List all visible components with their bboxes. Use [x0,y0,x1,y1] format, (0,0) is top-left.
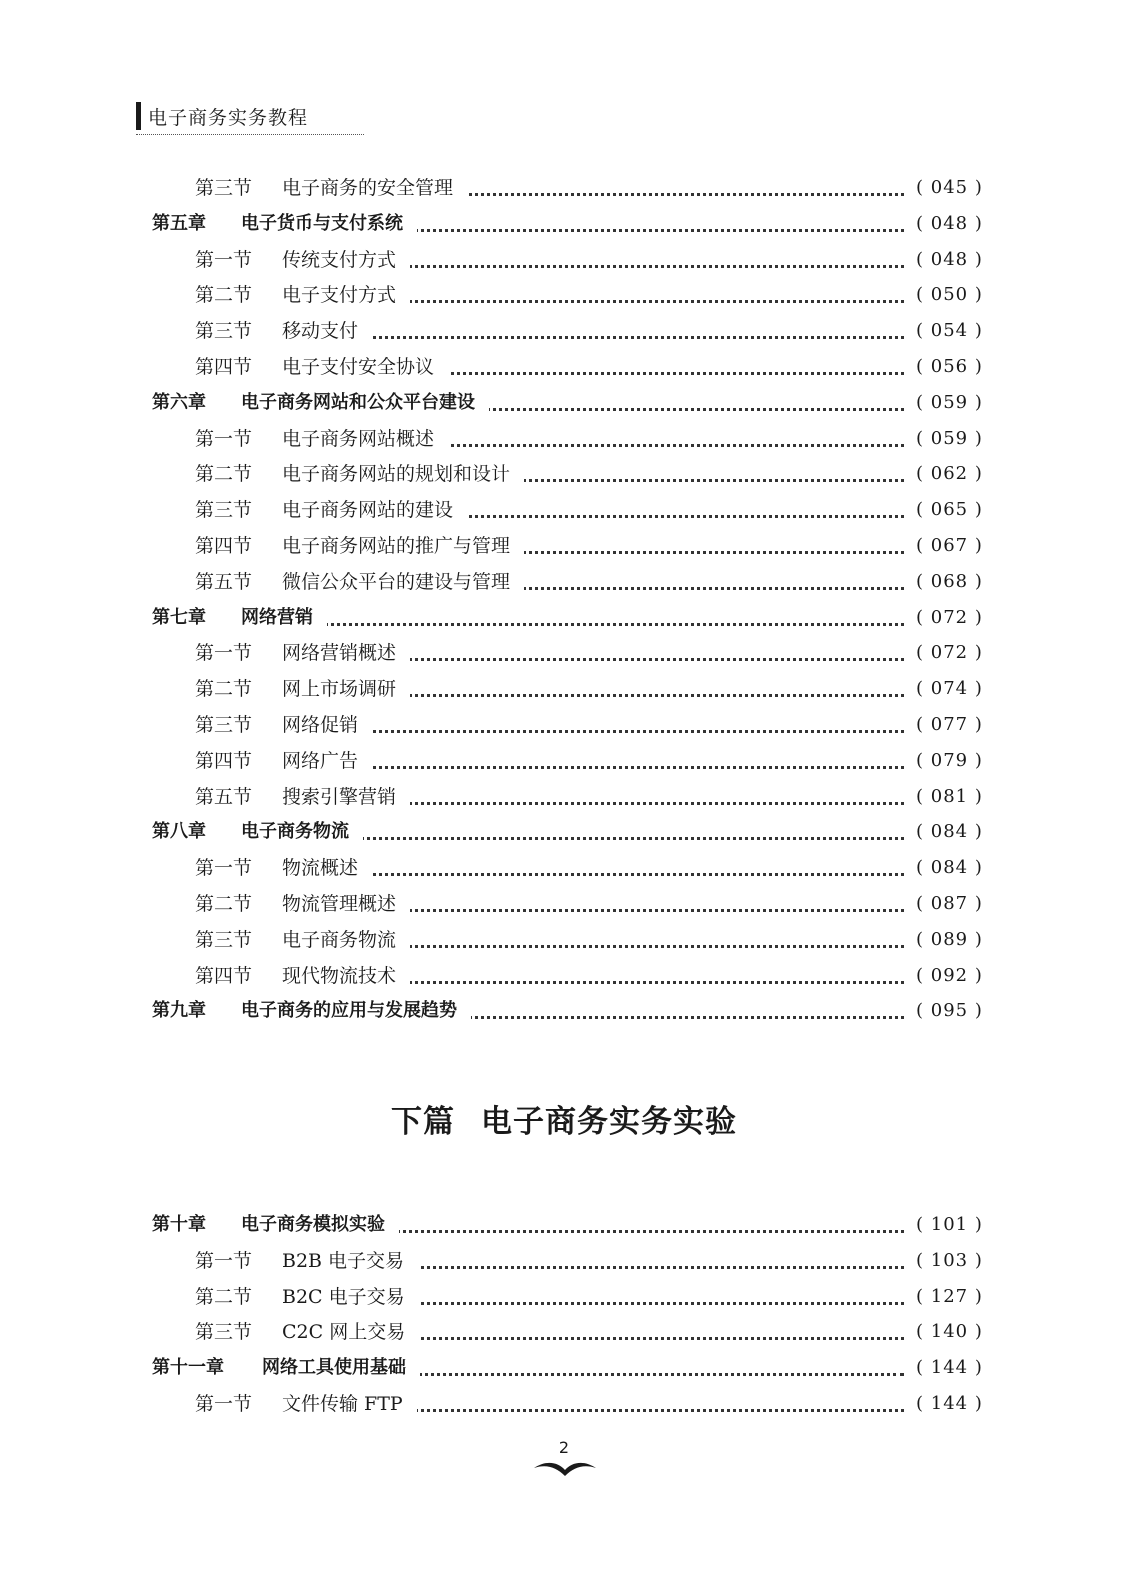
section-title: 网络营销概述 [282,635,410,671]
page-ref: ( 077 ) [916,714,983,735]
page-ref: ( 065 ) [916,499,983,521]
section-title: B2B 电子交易 [282,1243,418,1279]
section-number: 第四节 [195,535,253,557]
section-number: 第二节 [195,1285,253,1308]
part-heading [0,1096,1128,1141]
section-number: 第三节 [195,714,253,736]
toc-section-row [0,313,1128,349]
page-ref: ( 087 ) [916,893,983,914]
toc-section-row [0,671,1128,707]
toc-section-row [0,1243,1128,1279]
section-title: 物流管理概述 [282,886,410,922]
page-ref: ( 074 ) [916,678,983,700]
toc-section-row [0,1314,1128,1350]
chapter-title: 电子商务网站和公众平台建设 [241,385,489,421]
page-ref: ( 050 ) [916,284,983,306]
page-ref: ( 072 ) [916,642,983,664]
section-number: 第三节 [195,320,253,343]
section-title: 物流概述 [282,850,372,886]
page-ref: ( 048 ) [916,248,983,270]
section-title: 微信公众平台的建设与管理 [282,564,524,600]
chapter-title: 电子商务物流 [241,814,363,850]
toc-chapter-row [0,385,1128,421]
page-ref: ( 081 ) [916,785,983,807]
section-number: 第三节 [195,499,253,522]
leader-dots [282,766,904,769]
section-title: 网上市场调研 [282,671,410,707]
running-head [136,100,364,135]
page-ref: ( 045 ) [916,177,983,198]
section-title: 电子商务的安全管理 [282,170,467,206]
section-title: 电子商务物流 [282,922,410,958]
page-ref: ( 062 ) [916,463,983,485]
toc-section-row [0,528,1128,564]
section-number: 第一节 [195,857,253,880]
section-number: 第二节 [195,678,253,701]
section-number: 第五节 [195,785,253,808]
toc-chapter-row [0,1350,1128,1386]
toc-section-row [0,349,1128,385]
toc-section-row [0,1386,1128,1422]
page-ref: ( 084 ) [916,821,983,843]
section-number: 第二节 [195,284,253,307]
section-number: 第一节 [195,1249,253,1272]
section-title: 电子支付方式 [282,277,410,313]
page-ref: ( 144 ) [916,1357,983,1379]
section-number: 第一节 [195,427,253,450]
chapter-number: 第十章 [152,1214,206,1235]
toc-section-row [0,922,1128,958]
toc-chapter-row [0,206,1128,242]
toc-chapter-row [0,600,1128,636]
page-ref: ( 095 ) [916,1000,983,1022]
page-ref: ( 072 ) [916,606,983,628]
page-ref: ( 144 ) [916,1393,983,1414]
section-title: 电子商务网站的建设 [282,492,467,528]
part-label: 下篇 [391,1104,455,1140]
section-title: 传统支付方式 [282,242,410,278]
running-head-title: 电子商务实务教程 [148,107,309,129]
section-title: 文件传输 FTP [282,1386,417,1422]
toc-section-row [0,170,1128,206]
chapter-title: 电子商务模拟实验 [241,1207,399,1243]
chapter-number: 第五章 [152,212,206,234]
chapter-title: 网络工具使用基础 [262,1350,420,1386]
toc-section-row [0,886,1128,922]
section-title: 电子支付安全协议 [282,349,448,385]
chapter-number: 第八章 [152,821,206,843]
bird-wing-ornament-icon [532,1458,598,1480]
running-head-bar [136,102,141,130]
chapter-number: 第六章 [152,391,206,413]
section-number: 第一节 [195,1393,253,1415]
page-ref: ( 084 ) [916,857,983,879]
chapter-title: 电子货币与支付系统 [241,206,417,242]
toc-chapter-row [0,993,1128,1029]
toc-section-row [0,1279,1128,1315]
page-ref: ( 067 ) [916,535,983,556]
page-ref: ( 056 ) [916,356,983,377]
section-number: 第四节 [195,356,253,378]
page-ref: ( 054 ) [916,320,983,342]
leader-dots [282,336,904,339]
page-ref: ( 048 ) [916,212,983,234]
toc-section-row [0,779,1128,815]
page-ref: ( 079 ) [916,749,983,771]
toc-section-row [0,492,1128,528]
toc-chapter-row [0,1207,1128,1243]
page-ref: ( 103 ) [916,1249,983,1271]
page-ref: ( 101 ) [916,1214,983,1235]
section-number: 第二节 [195,893,253,915]
section-number: 第二节 [195,463,253,486]
page-ref: ( 089 ) [916,928,983,950]
section-title: C2C 网上交易 [282,1314,419,1350]
chapter-title: 电子商务的应用与发展趋势 [241,993,471,1029]
section-title: 网络促销 [282,707,372,743]
section-title: 电子商务网站概述 [282,421,448,457]
page-ref: ( 127 ) [916,1285,983,1307]
toc-section-row [0,421,1128,457]
section-number: 第三节 [195,928,253,951]
section-title: 电子商务网站的推广与管理 [282,528,524,564]
section-number: 第四节 [195,964,253,987]
leader-dots [241,623,904,626]
chapter-number: 第九章 [152,1000,206,1022]
section-number: 第三节 [195,177,253,199]
leader-dots [282,873,904,876]
page-ref: ( 059 ) [916,427,983,449]
page-ref: ( 092 ) [916,964,983,986]
toc-section-row [0,242,1128,278]
toc-chapter-row [0,814,1128,850]
section-number: 第一节 [195,248,253,271]
section-title: 电子商务网站的规划和设计 [282,456,524,492]
toc-section-row [0,850,1128,886]
section-title: B2C 电子交易 [282,1279,419,1315]
section-title: 网络广告 [282,743,372,779]
toc-section-row [0,635,1128,671]
toc-section-row [0,707,1128,743]
section-number: 第四节 [195,749,253,772]
leader-dots [282,730,904,733]
part-title: 电子商务实务实验 [481,1104,737,1140]
page-number: 2 [558,1438,570,1457]
section-title: 移动支付 [282,313,372,349]
toc-section-row [0,564,1128,600]
toc-section-row [0,743,1128,779]
toc-section-row [0,958,1128,994]
section-title: 现代物流技术 [282,958,410,994]
page-ref: ( 068 ) [916,570,983,592]
section-number: 第三节 [195,1321,253,1344]
chapter-number: 第十一章 [152,1357,224,1379]
chapter-number: 第七章 [152,606,206,628]
toc-section-row [0,456,1128,492]
page-ref: ( 140 ) [916,1321,983,1343]
toc-section-row [0,277,1128,313]
chapter-title: 网络营销 [241,600,327,636]
page-ref: ( 059 ) [916,391,983,413]
section-title: 搜索引擎营销 [282,779,410,815]
section-number: 第一节 [195,642,253,665]
section-number: 第五节 [195,570,253,593]
